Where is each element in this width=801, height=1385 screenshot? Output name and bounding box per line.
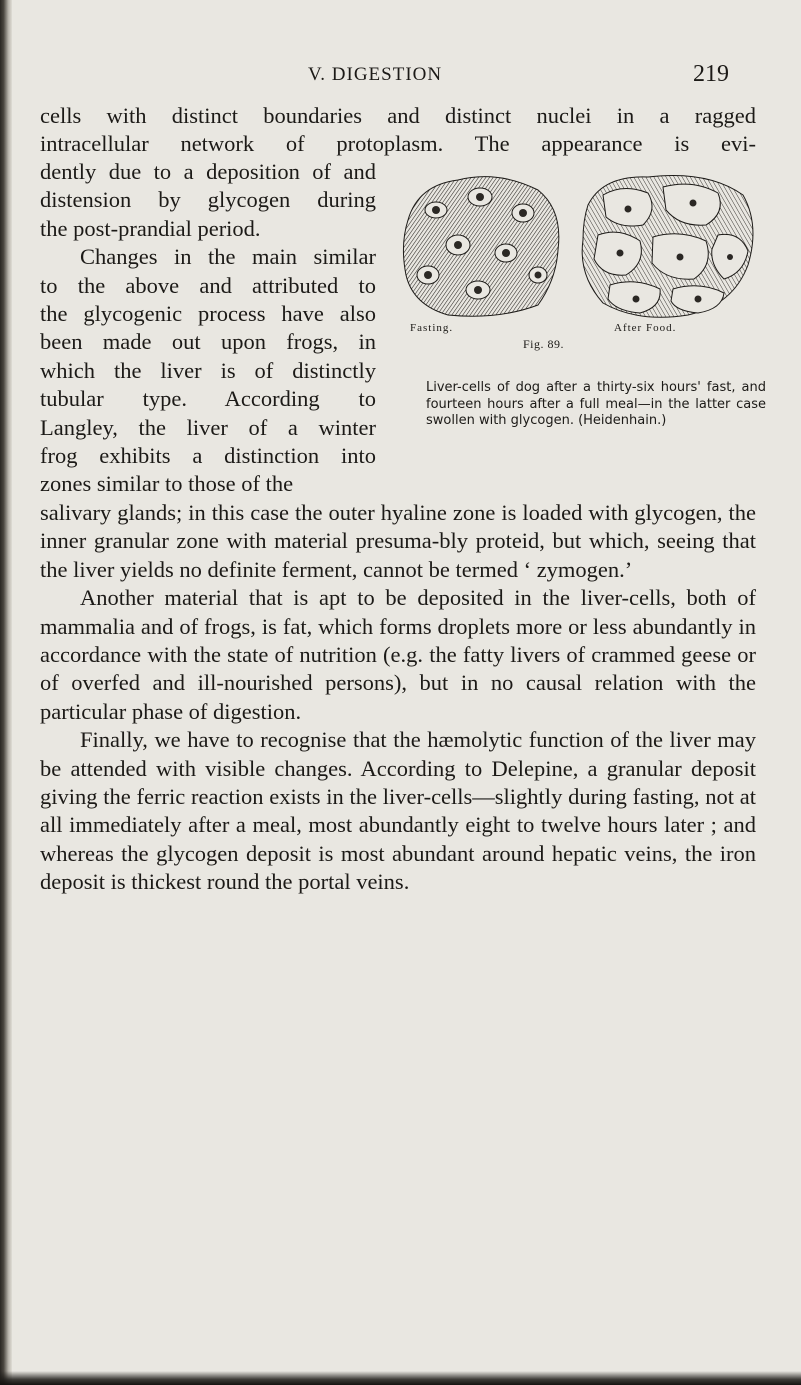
text-line: been made out upon frogs, in [40,329,376,355]
fasting-label: Fasting. [410,322,454,334]
page-bottom-shadow [0,1371,801,1385]
page-number: 219 [693,61,729,87]
text-line: which the liver is of distinctly [40,357,376,383]
text-line: cells with distinct boundaries and distinct nuclei in a ragged [40,103,756,128]
text-line: Langley, the liver of a winter [40,414,376,440]
fasting-cells [403,177,558,317]
after-food-cells [582,175,753,317]
liver-cells-illustration [388,165,768,325]
paragraph: salivary glands; in this case the outer hyaline zone is loaded with glycogen, the inner granular zone with material presuma-bly proteid, but which, seeing that the liver yields no definite ferment, cannot be termed ‘ zymogen.’ [40,500,756,582]
text-line: the glycogenic process have also [40,301,376,327]
figure-caption: Liver-cells of dog after a thirty-six hours' fast, and fourteen hours after a full meal—in the latter case swollen with glycogen. (Heidenhain.) [426,380,766,428]
running-head [0,61,801,90]
text-line: to the above and attributed to [40,272,376,298]
figure-89 [388,165,768,380]
text-line: intracellular network of protoplasm. The appearance is evi- [40,131,756,157]
section-title: V. DIGESTION [308,64,443,85]
narrow-column [40,158,376,499]
text-line: dently due to a deposition of and [40,159,376,184]
paragraph: Another material that is apt to be deposited in the liver-cells, both of mammalia and of frogs, is fat, which forms droplets more or less abundantly in accordance with the state of nutrition (e.g. the fatty livers of crammed geese or of overfed and ill-nourished persons), but in no causal relation with the particular phase of digestion. [40,585,756,724]
paragraph: Finally, we have to recognise that the hæmolytic function of the liver may be attended with visible changes. According to Delepine, a granular deposit giving the ferric reaction exists in the liver-cells—slightly during fasting, not at all immediately after a meal, most abundantly eight to twelve hours later ; and whereas the glycogen deposit is most abundant around hepatic veins, the iron deposit is thickest round the portal veins. [40,727,756,895]
text-line: the post-prandial period. [40,215,261,241]
page-spine-shadow [0,0,12,1385]
text-line: Changes in the main similar [80,244,376,270]
body-text [40,499,756,897]
after-food-label: After Food. [614,322,677,334]
text-line: zones similar to those of the [40,471,294,497]
text-line: distension by glycogen during [40,187,376,213]
figure-number: Fig. 89. [523,337,565,351]
opening-lines [40,102,756,159]
text-line: tubular type. According to [40,386,376,412]
text-line: frog exhibits a distinction into [40,443,376,469]
